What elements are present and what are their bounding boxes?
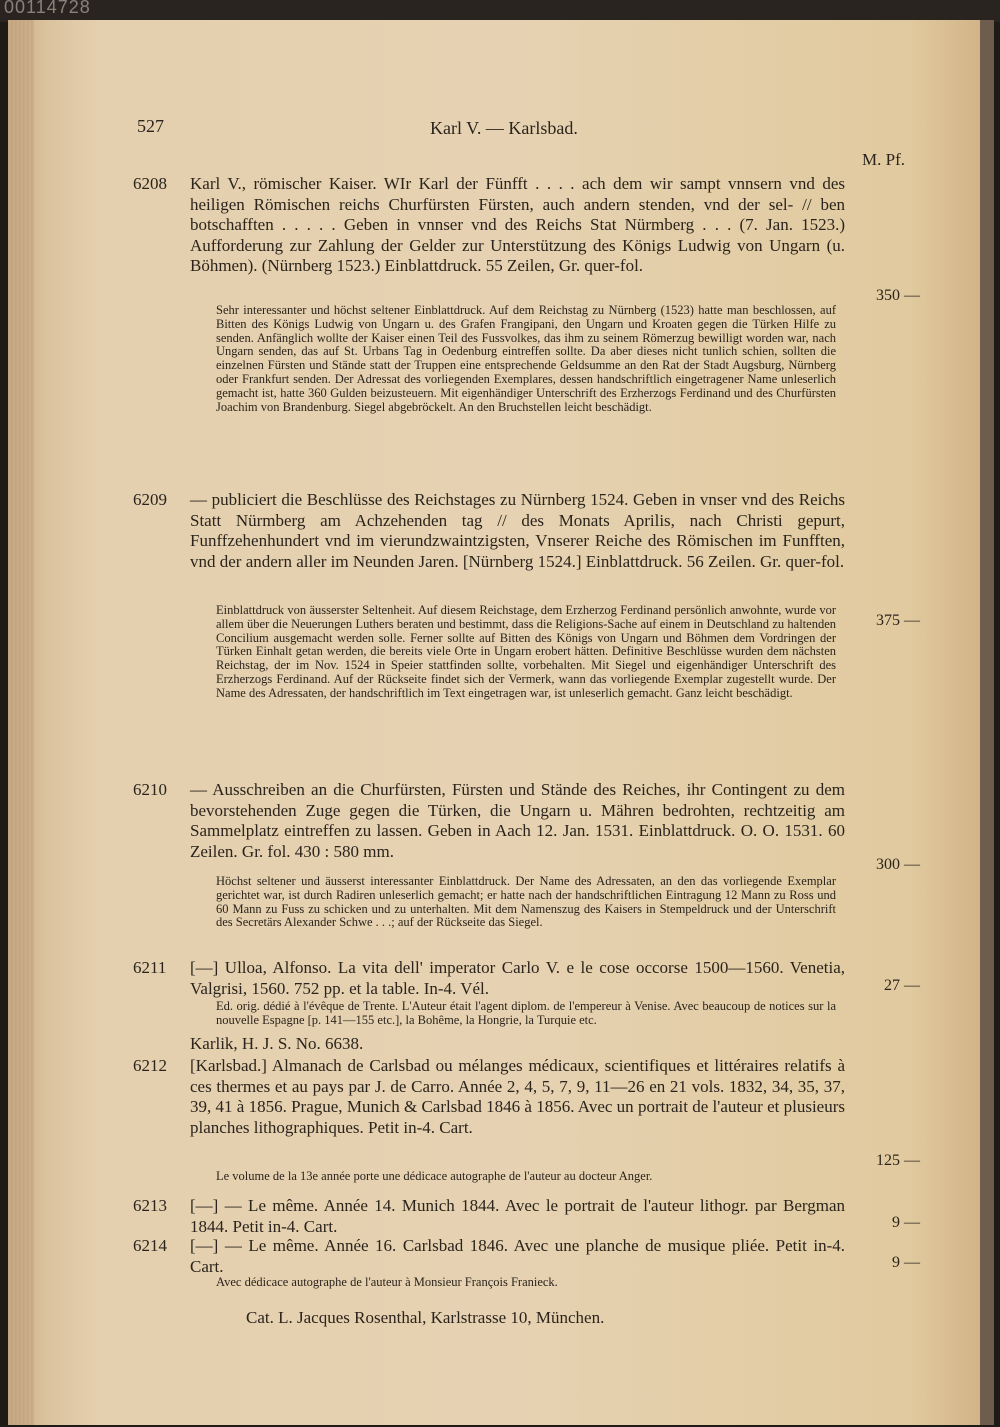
lot-number: 6213 xyxy=(133,1196,167,1215)
lot-number: 6212 xyxy=(133,1056,167,1075)
entry-description: Karl V., römischer Kaiser. WIr Karl der Fünfft . . . . ach dem wir sampt vnnsern vnd des heiligen Römischen reichs Churfürsten Fürsten, auch andern stenden, vnd der sel- // ben botschafften . . . . . Geben in vnnser vnd des Reichs Stat Nürmberg . . . (7. Jan. 1523.) Aufforderung zur Zahlung der Gelder zur Unterstützung des Königs Ludwig von Ungarn (u. Böhmen). (Nürnberg 1523.) Einblattdruck. 55 Zeilen, Gr. quer-fol. xyxy=(190,174,845,275)
running-title: Karl V. — Karlsbad. xyxy=(430,118,578,138)
price: 125 — xyxy=(876,1152,920,1169)
film-strip xyxy=(0,0,1000,22)
currency-column-heading: M. Pf. xyxy=(862,150,905,169)
page-binding-edge xyxy=(8,20,34,1425)
entry-description: — Ausschreiben an die Churfürsten, Fürsten und Stände des Reiches, ihr Contingent zu dem bevorstehenden Zuge gegen die Türken, die Ungarn u. Mähren bedrohten, rechtzeitig am Sammelplatz eintreffen zu lassen. Geben in Aach 12. Jan. 1531. Einblattdruck. O. O. 1531. 60 Zeilen. Gr. fol. 430 : 580 mm. xyxy=(190,780,845,861)
film-code: 00114728 xyxy=(4,0,91,17)
price: 27 — xyxy=(884,977,920,994)
price: 300 — xyxy=(876,856,920,873)
cross-reference: Karlik, H. J. S. No. 6638. xyxy=(190,1034,364,1053)
entry-note: Einblattdruck von äusserster Seltenheit. Auf diesem Reichstage, dem Erzherzog Ferdinand persönlich anwohnte, wurde vor allem über die Neuerungen Luthers beraten und bestimmt, dass die Religions-Sache auf einem in Deutschland zu haltenden Concilium ausgemacht werden solle. Ferner sollte auf Bitten des Königs von Ungarn und Böhmen dem Vordringen der Türken Einhalt getan werden, die bereits viele Orte in Ungarn erobert hätten. Definitive Beschlüsse wurden dem nächsten Reichstag, der im Nov. 1524 in Speier stattfinden sollte, vorbehalten. Mit Siegel und eigenhändiger Unterschrift des Erzherzogs Ferdinand. Auf der Rückseite findet sich der Vermerk, wann das vorliegende Exemplar zugestellt wurde. Der Name des Adressaten, der handschriftlich im Text eingetragen war, ist unleserlich gemacht. Ganz leicht beschädigt. xyxy=(216,603,836,700)
page-number: 527 xyxy=(137,116,164,136)
price: 375 — xyxy=(876,612,920,629)
price: 9 — xyxy=(892,1254,920,1271)
entry-note: Le volume de la 13e année porte une dédicace autographe de l'auteur au docteur Anger. xyxy=(216,1169,653,1183)
price: 9 — xyxy=(892,1214,920,1231)
entry-note: Höchst seltener und äusserst interessanter Einblattdruck. Der Name des Adressaten, an den das vorliegende Exemplar gerichtet war, ist durch Radiren unleserlich gemacht; er hatte nach der handschriftlichen Eintragung 12 Mann zu Ross und 60 Mann zu Fuss zu schicken und zu unterhalten. Mit dem Namenszug des Kaisers in Stempeldruck und der Unterschrift des Secretärs Alexander Schwe . . .; auf der Rückseite das Siegel. xyxy=(216,874,836,930)
entry-description: [—] — Le même. Année 14. Munich 1844. Avec le portrait de l'auteur lithogr. par Bergman 1844. Petit in-4. Cart. xyxy=(190,1196,845,1236)
entry-description: [Karlsbad.] Almanach de Carlsbad ou mélanges médicaux, scientifiques et littéraires relatifs à ces thermes et au pays par J. de Carro. Année 2, 4, 5, 7, 9, 11—26 en 21 vols. 1832, 34, 35, 37, 39, 41 à 1856. Prague, Munich & Carlsbad 1846 à 1856. Avec un portrait de l'auteur et plusieurs planches lithographiques. Petit in-4. Cart. xyxy=(190,1056,845,1137)
lot-number: 6211 xyxy=(133,958,167,977)
page-header xyxy=(0,116,1000,169)
entry-description: [—] — Le même. Année 16. Carlsbad 1846. Avec une planche de musique pliée. Petit in-4. Cart. xyxy=(190,1236,845,1276)
entry-description: — publiciert die Beschlüsse des Reichstages zu Nürnberg 1524. Geben in vnser vnd des Reichs Statt Nürmberg am Achzehenden tag // des Monats Aprilis, nach Christi gepurt, Funffzehenhundert vnd im vierundzwaintzigsten, Vnserer Reiche des Römischen im Funfften, vnd der andern aller im Neunden Jaren. [Nürnberg 1524.] Einblattdruck. 56 Zeilen. Gr. quer-fol. xyxy=(190,490,845,571)
entry-note: Sehr interessanter und höchst seltener Einblattdruck. Auf dem Reichstag zu Nürnberg (1523) hatte man beschlossen, auf Bitten des Königs Ludwig von Ungarn u. des Grafen Frangipani, den Ungarn und Kroaten gegen die Türken Hilfe zu senden. Anfänglich wollte der Kaiser einen Teil des Fussvolkes, das ihm zu seinem Römerzug bewilligt worden war, nach Ungarn senden, das auf St. Urbans Tag in Oedenburg eintreffen sollte. Da aber dieses nicht tunlich schien, sollten die einzelnen Fürsten und Stände statt der Truppen eine entsprechende Geldsumme an den Rat der Stadt Augsburg, Nürnberg oder Frankfurt senden. Der Adressat des vorliegenden Exemplares, dessen handschriftlich eingetragener Name unleserlich gemacht ist, hatte 360 Gulden beizusteuern. Mit eigenhändiger Unterschrift des Erzherzogs Ferdinand und des Churfürsten Joachim von Brandenburg. Siegel abgebröckelt. An den Bruchstellen leicht beschädigt. xyxy=(216,303,836,414)
lot-number: 6209 xyxy=(133,490,167,509)
entry-note: Ed. orig. dédié à l'évêque de Trente. L'Auteur était l'agent diplom. de l'empereur à Venise. Avec beaucoup de notices sur la nouvelle Espagne [p. 141—155 etc.], la Bohême, la Hongrie, la Turquie etc. xyxy=(216,999,836,1027)
price: 350 — xyxy=(876,287,920,304)
entry-note: Avec dédicace autographe de l'auteur à Monsieur François Franieck. xyxy=(216,1275,558,1289)
lot-number: 6214 xyxy=(133,1236,167,1255)
lot-number: 6210 xyxy=(133,780,167,799)
lot-number: 6208 xyxy=(133,174,167,193)
entry-description: [—] Ulloa, Alfonso. La vita dell' imperator Carlo V. e le cose occorse 1500—1560. Venetia, Valgrisi, 1560. 752 pp. et la table. In-4. Vél. xyxy=(190,958,845,998)
catalog-footer: Cat. L. Jacques Rosenthal, Karlstrasse 10, München. xyxy=(246,1308,605,1327)
